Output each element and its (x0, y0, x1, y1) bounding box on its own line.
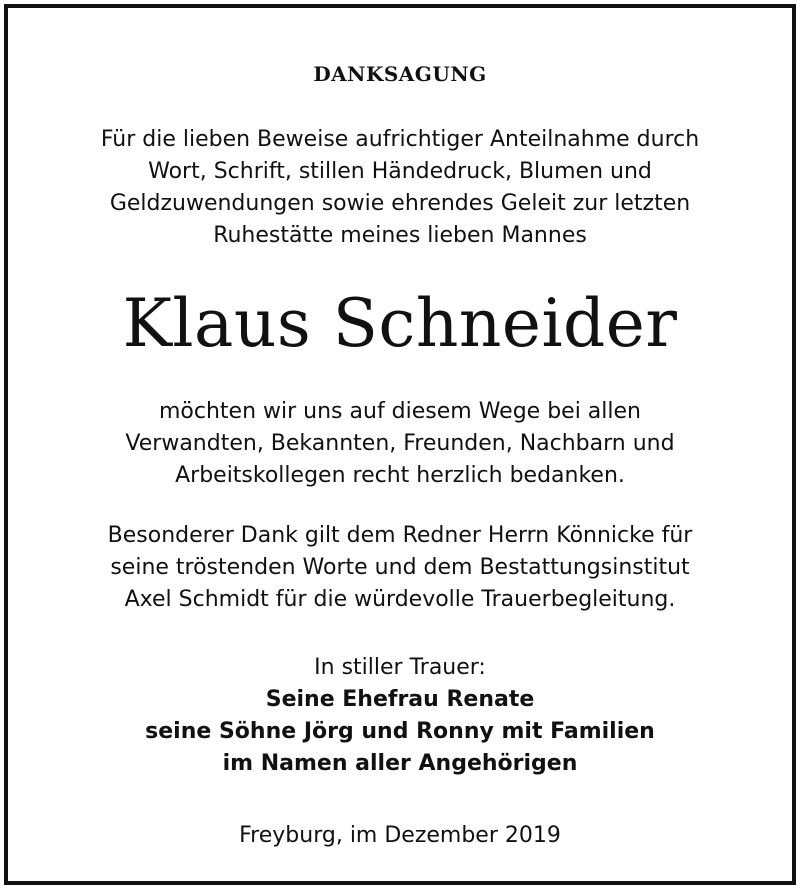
mourner-name: im Namen aller Angehörigen (222, 751, 578, 776)
obituary-card (4, 4, 796, 885)
thanks-line: möchten wir uns auf diesem Wege bei allen (159, 399, 641, 424)
intro-line: Für die lieben Beweise aufrichtiger Anteilnahme durch (100, 127, 700, 152)
mourner-name: Seine Ehefrau Renate (265, 687, 535, 712)
intro-line: Ruhestätte meines lieben Mannes (213, 223, 587, 248)
mourners-block (8, 652, 792, 780)
mourner-name: seine Söhne Jörg und Ronny mit Familien (145, 719, 655, 744)
thanks-line: Verwandten, Bekannten, Freunden, Nachbarn und (125, 431, 675, 456)
special-thanks-line: seine tröstenden Worte und dem Bestattungsinstitut (110, 555, 690, 580)
intro-paragraph (8, 124, 792, 252)
place-date: Freyburg, im Dezember 2019 (239, 823, 561, 848)
thanks-paragraph (8, 396, 792, 492)
intro-line: Wort, Schrift, stillen Händedruck, Blumen und (148, 159, 652, 184)
special-thanks-paragraph (8, 520, 792, 616)
intro-line: Geldzuwendungen sowie ehrendes Geleit zur letzten (109, 191, 691, 216)
mourning-intro: In stiller Trauer: (314, 655, 486, 680)
special-thanks-line: Axel Schmidt für die würdevolle Trauerbegleitung. (124, 587, 676, 612)
deceased-name: Klaus Schneider (122, 285, 678, 362)
special-thanks-line: Besonderer Dank gilt dem Redner Herrn Könnicke für (107, 523, 693, 548)
heading: DANKSAGUNG (313, 62, 487, 86)
thanks-line: Arbeitskollegen recht herzlich bedanken. (175, 463, 625, 488)
